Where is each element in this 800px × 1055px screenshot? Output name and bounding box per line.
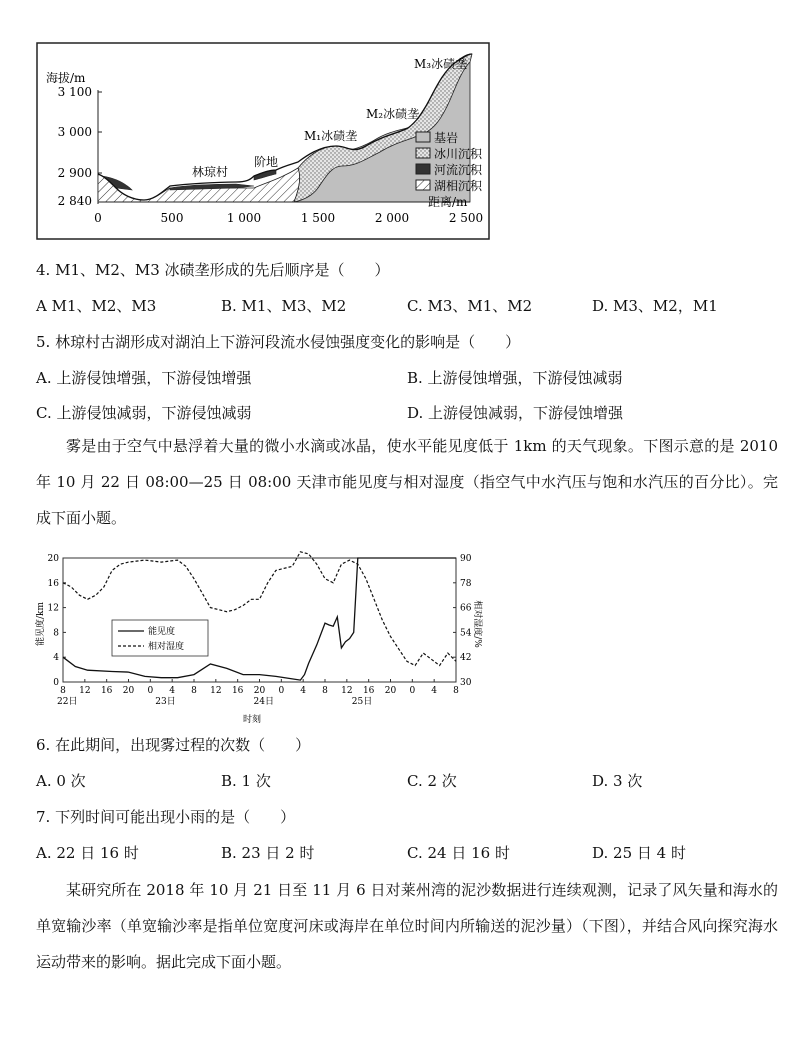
right-tick-label: 54 — [460, 628, 472, 639]
x-tick-label: 12 — [341, 686, 353, 696]
left-tick-label: 0 — [53, 678, 59, 688]
x-tick: 0 — [94, 211, 102, 225]
legend-label: 冰川沉积 — [434, 147, 483, 161]
q5-option-b: B. 上游侵蚀增强，下游侵蚀减弱 — [407, 369, 623, 387]
x-tick-label: 4 — [300, 686, 307, 696]
day-label: 24日 — [253, 697, 274, 707]
q4-option-b: B. M1、M3、M2 — [221, 297, 347, 315]
right-tick-label: 42 — [460, 653, 472, 664]
q7-option-a: A. 22 日 16 时 — [36, 844, 139, 862]
q4-option-d: D. M3、M2，M1 — [592, 297, 718, 315]
left-tick-label: 20 — [47, 554, 59, 564]
terrain-profile-figure — [36, 42, 492, 242]
x-tick-label: 4 — [169, 686, 176, 696]
y-tick: 3 000 — [57, 125, 92, 139]
y-tick: 3 100 — [57, 85, 92, 99]
x-tick: 1 000 — [226, 211, 262, 225]
day-label: 22日 — [57, 697, 78, 707]
right-tick-label: 30 — [460, 678, 472, 688]
q7-option-c: C. 24 日 16 时 — [407, 844, 510, 862]
x-tick-label: 4 — [431, 686, 438, 696]
x-tick-label: 12 — [79, 686, 91, 696]
annotation-m2: M₂冰碛垄 — [366, 107, 420, 121]
day-labels — [57, 696, 372, 707]
annotation-m1: M₁冰碛垄 — [304, 129, 358, 143]
passage-fog: 雾是由于空气中悬浮着大量的微小水滴或冰晶，使水平能见度低于 1km 的天气现象。下图示意的是 2010 年 10 月 22 日 08:00—25 日 08:00 天津市能见度与相对湿度（指空气中水汽压与饱和水汽压的百分比）。完成下面小题。 — [36, 437, 778, 527]
x-tick: 2 500 — [448, 211, 484, 225]
x-axis-label: 距离/m — [428, 195, 468, 209]
x-tick-label: 0 — [278, 686, 285, 696]
x-tick: 2 000 — [374, 211, 410, 225]
y-tick: 2 900 — [57, 166, 92, 180]
x-tick-label: 16 — [362, 686, 375, 696]
annotation-m3: M₃冰碛垄 — [414, 57, 468, 71]
day-label: 25日 — [351, 697, 373, 707]
x-tick-label: 12 — [210, 686, 222, 696]
legend-humidity: 相对湿度 — [148, 642, 185, 652]
legend-label: 湖相沉积 — [434, 179, 483, 193]
river-deposit — [102, 170, 276, 190]
day-label: 23日 — [155, 697, 176, 707]
q7-option-b: B. 23 日 2 时 — [221, 844, 315, 862]
x-tick-label: 20 — [384, 686, 397, 696]
x-tick-label: 8 — [60, 686, 66, 696]
q6-option-a: A. 0 次 — [36, 772, 86, 790]
question-7-stem: 7. 下列时间可能出现小雨的是（ ） — [36, 808, 296, 826]
left-tick-label: 12 — [47, 603, 59, 614]
y-axis-label: 海拔/m — [46, 71, 86, 85]
x-tick-label: 0 — [147, 686, 154, 696]
q6-option-b: B. 1 次 — [221, 772, 271, 790]
x-axis-label: 时刻 — [242, 715, 262, 725]
x-tick-label: 16 — [100, 686, 113, 696]
x-tick: 500 — [160, 211, 184, 225]
x-tick: 1 500 — [300, 211, 336, 225]
q4-option-a: A M1、M2、M3 — [36, 297, 157, 315]
x-tick-label: 16 — [231, 686, 244, 696]
question-4-stem: 4. M1、M2、M3 冰碛垄形成的先后顺序是（ ） — [36, 261, 390, 279]
left-axis-label: 能见度/km — [36, 601, 46, 647]
x-tick-label: 0 — [409, 686, 416, 696]
question-6-stem: 6. 在此期间，出现雾过程的次数（ ） — [36, 736, 311, 754]
q5-option-a: A. 上游侵蚀增强，下游侵蚀增强 — [36, 369, 252, 387]
x-ticks — [94, 211, 483, 225]
x-tick-label: 20 — [122, 686, 135, 696]
right-tick-label: 78 — [460, 578, 472, 589]
q6-option-c: C. 2 次 — [407, 772, 457, 790]
right-axis-label: 相对湿度/% — [472, 600, 482, 648]
q5-option-d: D. 上游侵蚀减弱，下游侵蚀增强 — [407, 404, 624, 422]
annotation-terrace: 阶地 — [254, 155, 279, 169]
legend-visibility: 能见度 — [148, 627, 176, 637]
x-tick-label: 8 — [453, 686, 459, 696]
q7-option-d: D. 25 日 4 时 — [592, 844, 686, 862]
q4-option-c: C. M3、M1、M2 — [407, 297, 533, 315]
left-tick-label: 4 — [53, 653, 59, 664]
annotation-linqiong: 林琼村 — [192, 165, 229, 179]
right-tick-label: 90 — [460, 554, 472, 564]
q5-option-c: C. 上游侵蚀减弱，下游侵蚀减弱 — [36, 404, 252, 422]
legend-label: 基岩 — [434, 131, 459, 145]
chart-legend — [112, 620, 208, 656]
y-tick: 2 840 — [57, 194, 92, 208]
x-tick-label: 8 — [191, 686, 197, 696]
y-ticks — [58, 85, 92, 208]
visibility-humidity-chart — [36, 540, 482, 730]
question-5-stem: 5. 林琼村古湖形成对湖泊上下游河段流水侵蚀强度变化的影响是（ ） — [36, 333, 521, 351]
passage-laizhou-bay: 某研究所在 2018 年 10 月 21 日至 11 月 6 日对莱州湾的泥沙数据进行连续观测，记录了风矢量和海水的单宽输沙率（单宽输沙率是指单位宽度河床或海岸在单位时间内所输送的泥沙量）（下图），并结合风向探究海水运动带来的影响。据此完成下面小题。 — [36, 881, 778, 971]
legend-label: 河流沉积 — [434, 163, 483, 177]
q6-option-d: D. 3 次 — [592, 772, 643, 790]
right-tick-label: 66 — [460, 603, 472, 614]
left-tick-label: 8 — [53, 628, 59, 639]
x-tick-label: 8 — [322, 686, 328, 696]
left-tick-label: 16 — [47, 578, 59, 589]
x-tick-label: 20 — [253, 686, 266, 696]
